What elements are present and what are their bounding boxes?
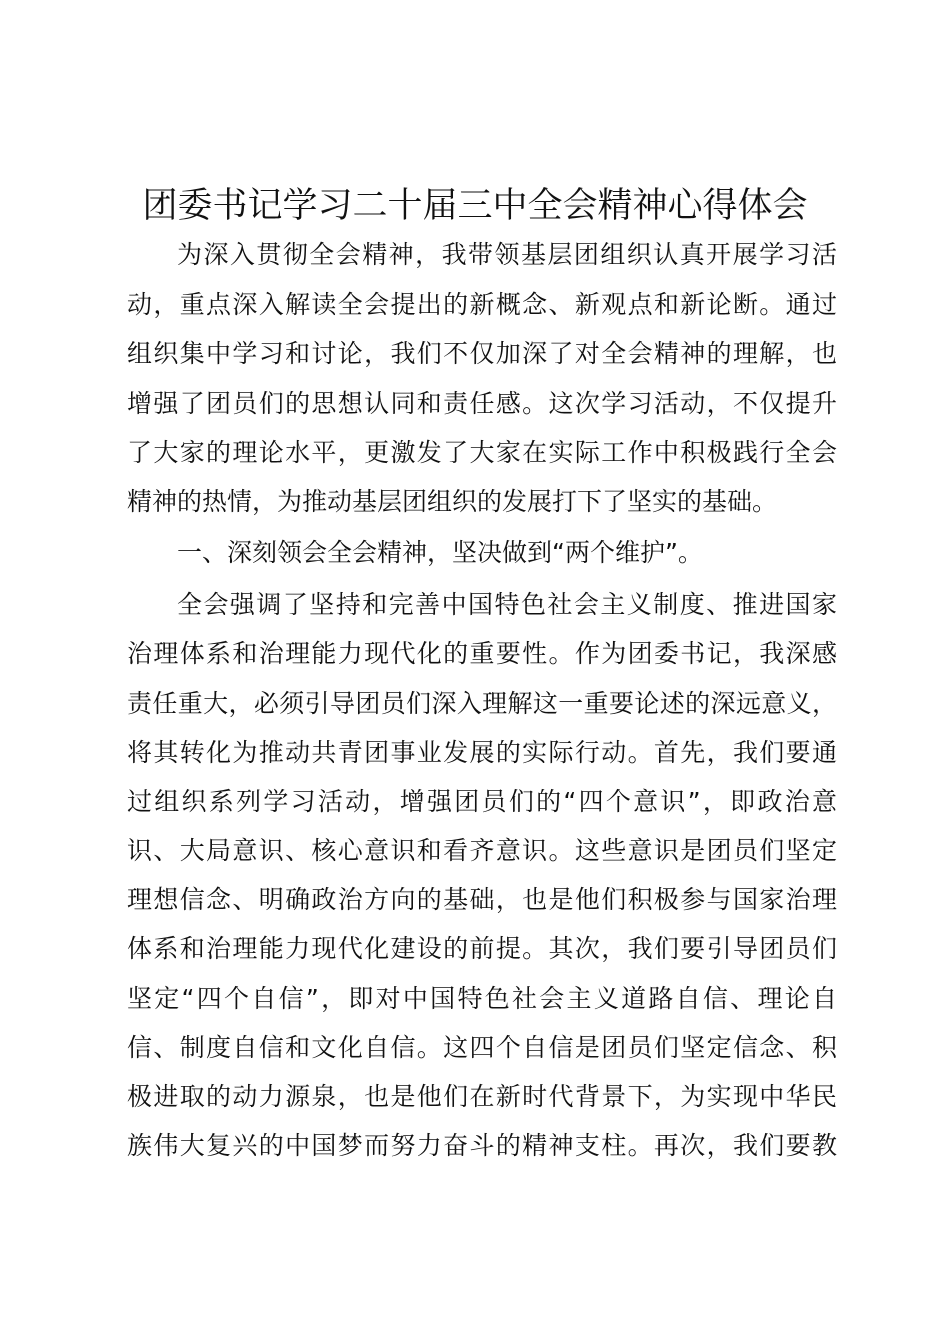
paragraph-line: 组织集中学习和讨论，我们不仅加深了对全会精神的理解，也 xyxy=(127,339,837,368)
paragraph-line: 动，重点深入解读全会提出的新概念、新观点和新论断。通过 xyxy=(127,290,837,319)
document-title: 团委书记学习二十届三中全会精神心得体会 xyxy=(142,186,808,226)
section-heading: 一、深刻领会全会精神，坚决做到“两个维护”。 xyxy=(177,538,703,567)
paragraph-line: 极进取的动力源泉，也是他们在新时代背景下，为实现中华民 xyxy=(127,1082,837,1111)
paragraph-line: 治理体系和治理能力现代化的重要性。作为团委书记，我深感 xyxy=(127,639,837,668)
paragraph-line: 识、大局意识、核心意识和看齐意识。这些意识是团员们坚定 xyxy=(127,836,837,865)
paragraph-line: 增强了团员们的思想认同和责任感。这次学习活动，不仅提升 xyxy=(127,389,837,418)
paragraph-line: 了大家的理论水平，更激发了大家在实际工作中积极践行全会 xyxy=(127,438,837,467)
paragraph-line: 理想信念、明确政治方向的基础，也是他们积极参与国家治理 xyxy=(127,885,837,914)
paragraph-line: 精神的热情，为推动基层团组织的发展打下了坚实的基础。 xyxy=(127,487,778,516)
paragraph-line: 为深入贯彻全会精神，我带领基层团组织认真开展学习活 xyxy=(177,240,837,269)
paragraph-line: 过组织系列学习活动，增强团员们的“四个意识”，即政治意 xyxy=(127,787,837,816)
paragraph-line: 信、制度自信和文化自信。这四个自信是团员们坚定信念、积 xyxy=(127,1033,837,1062)
paragraph-line: 族伟大复兴的中国梦而努力奋斗的精神支柱。再次，我们要教 xyxy=(127,1131,837,1160)
paragraph-line: 坚定“四个自信”，即对中国特色社会主义道路自信、理论自 xyxy=(127,984,837,1013)
paragraph-line: 全会强调了坚持和完善中国特色社会主义制度、推进国家 xyxy=(177,590,837,619)
paragraph-line: 体系和治理能力现代化建设的前提。其次，我们要引导团员们 xyxy=(127,934,837,963)
paragraph-line: 将其转化为推动共青团事业发展的实际行动。首先，我们要通 xyxy=(127,738,837,767)
paragraph-line: 责任重大，必须引导团员们深入理解这一重要论述的深远意义， xyxy=(127,689,837,718)
